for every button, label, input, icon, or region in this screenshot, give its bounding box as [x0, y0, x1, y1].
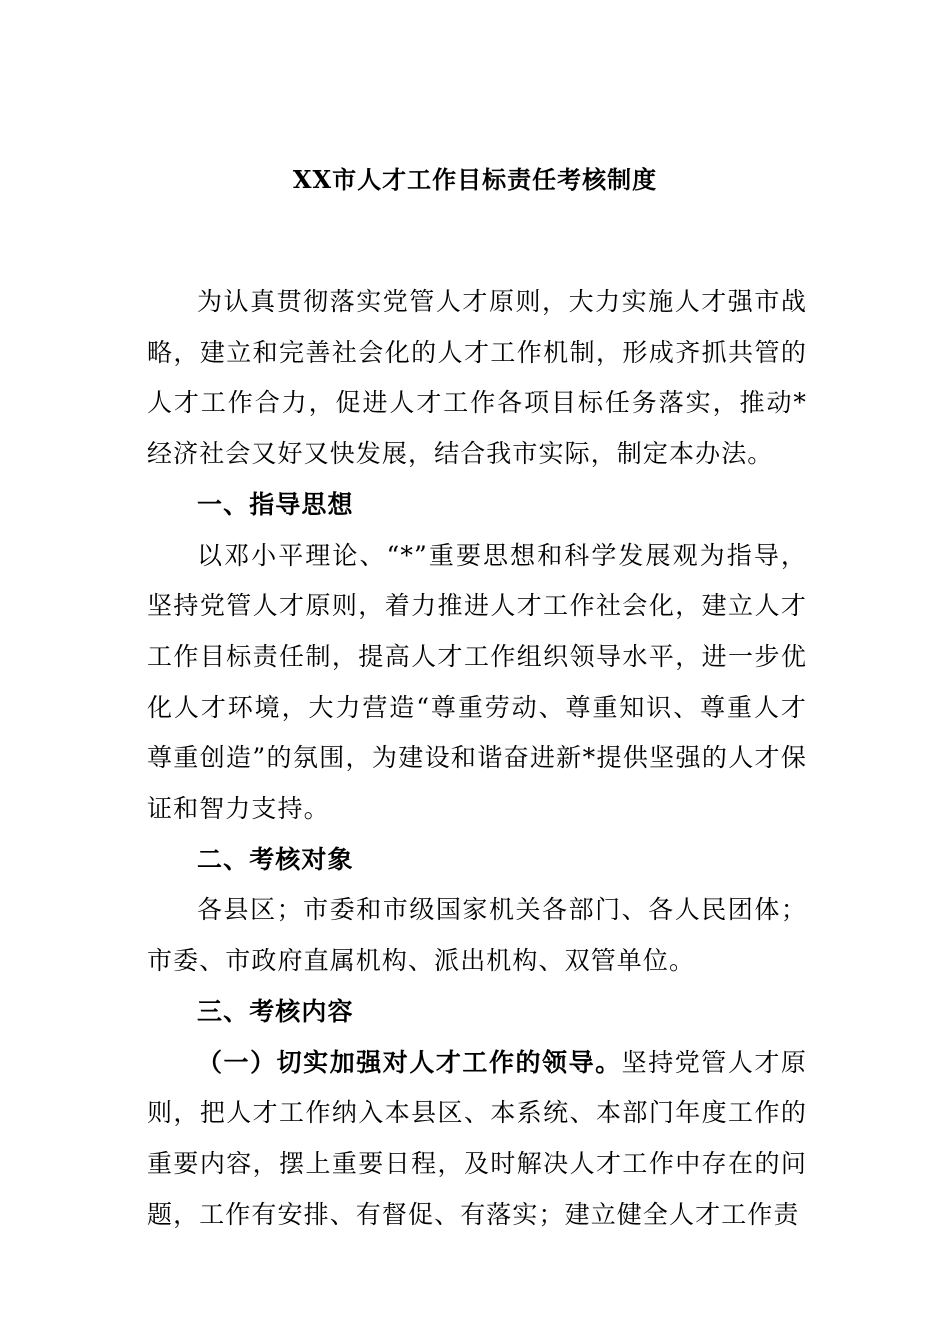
section-paragraph-assessment-targets: 各县区；市委和市级国家机关各部门、各人民团体；市委、市政府直属机构、派出机构、双管单位。: [147, 895, 807, 976]
item-body-text: 坚持党管人才原则，把人才工作纳入本县区、本系统、本部门年度工作的重要内容，摆上重要日程，及时解决人才工作中存在的问题，工作有安排、有督促、有落实；建立健全人才工作责: [147, 1047, 807, 1229]
item-lead-text: （一）切实加强对人才工作的领导。: [197, 1047, 622, 1077]
document-title: XX市人才工作目标责任考核制度: [292, 165, 658, 194]
intro-paragraph: 为认真贯彻落实党管人才原则，大力实施人才强市战略，建立和完善社会化的人才工作机制，形成齐抓共管的人才工作合力，促进人才工作各项目标任务落实，推动*经济社会又好又快发展，结合我市实际，制定本办法。: [147, 287, 807, 469]
section-heading-assessment-content: 三、考核内容: [197, 996, 354, 1026]
section-paragraph-assessment-content: [147, 1038, 807, 1241]
document-body: [147, 277, 807, 1240]
section-heading-guiding-ideology: 一、指导思想: [197, 489, 354, 519]
section-heading-assessment-targets: 二、考核对象: [197, 844, 354, 874]
section-paragraph-guiding-ideology: 以邓小平理论、“*”重要思想和科学发展观为指导，坚持党管人才原则，着力推进人才工作社会化，建立人才工作目标责任制，提高人才工作组织领导水平，进一步优化人才环境，大力营造“尊重劳动、尊重知识、尊重人才尊重创造”的氛围，为建设和谐奋进新*提供坚强的人才保证和智力支持。: [147, 540, 807, 824]
